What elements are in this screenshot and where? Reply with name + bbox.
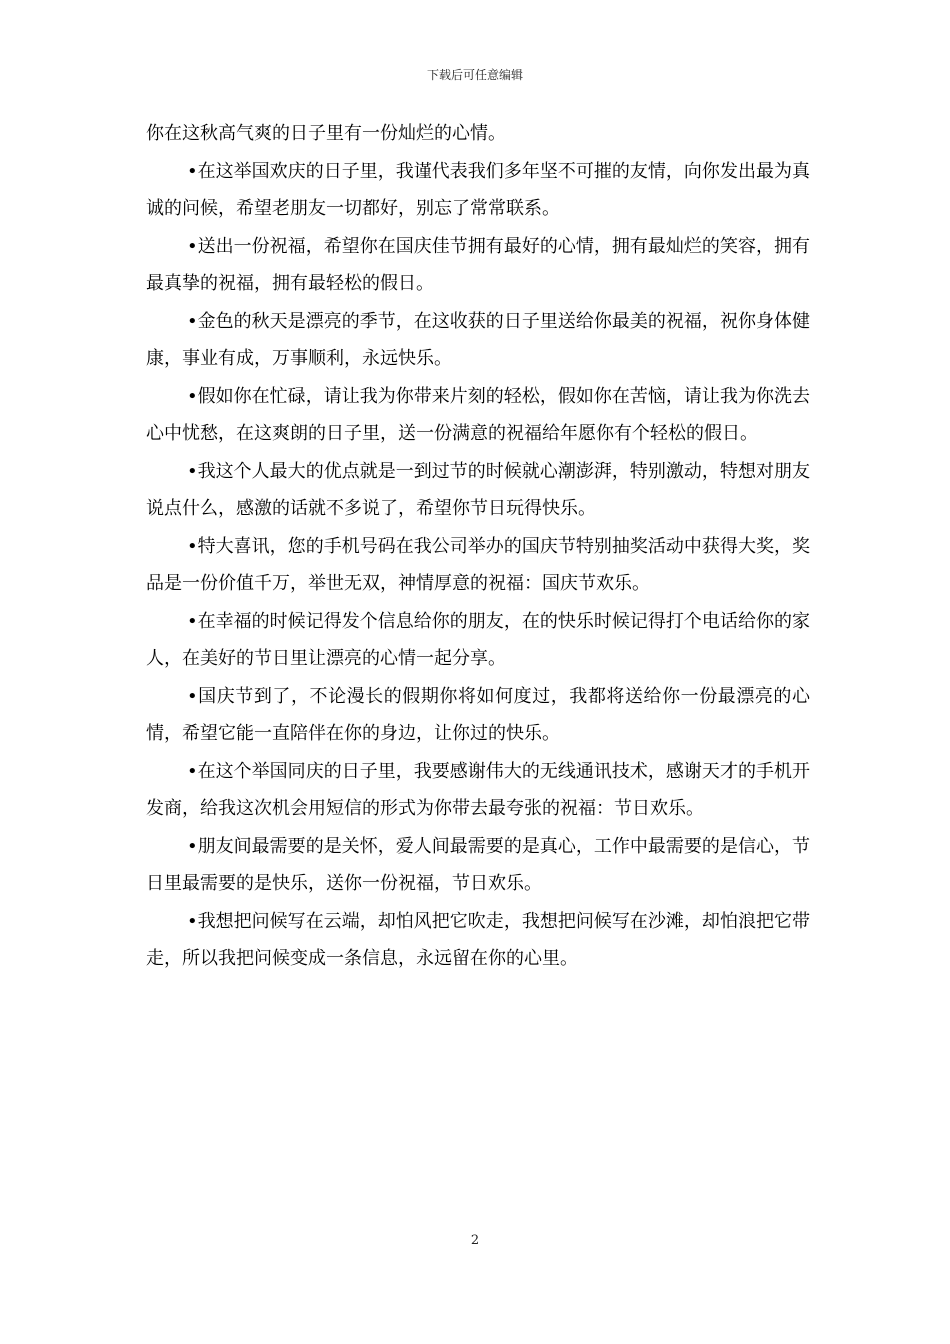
paragraph: •金色的秋天是漂亮的季节，在这收获的日子里送给你最美的祝福，祝你身体健康，事业有成，万事顺利，永远快乐。 bbox=[146, 310, 810, 369]
paragraph: •我想把问候写在云端，却怕风把它吹走，我想把问候写在沙滩，却怕浪把它带走，所以我把问候变成一条信息，永远留在你的心里。 bbox=[146, 910, 810, 969]
paragraph: •国庆节到了，不论漫长的假期你将如何度过，我都将送给你一份最漂亮的心情，希望它能一直陪伴在你的身边，让你过的快乐。 bbox=[146, 685, 810, 744]
paragraph: •假如你在忙碌，请让我为你带来片刻的轻松，假如你在苦恼，请让我为你洗去心中忧愁，在这爽朗的日子里，送一份满意的祝福给年愿你有个轻松的假日。 bbox=[146, 385, 810, 444]
paragraph: 你在这秋高气爽的日子里有一份灿烂的心情。 bbox=[146, 123, 506, 144]
body-text bbox=[146, 115, 810, 978]
paragraph: •在幸福的时候记得发个信息给你的朋友，在的快乐时候记得打个电话给你的家人，在美好的节日里让漂亮的心情一起分享。 bbox=[146, 610, 810, 669]
header-note: 下载后可任意编辑 bbox=[426, 68, 523, 82]
paragraph: •在这个举国同庆的日子里，我要感谢伟大的无线通讯技术，感谢天才的手机开发商，给我这次机会用短信的形式为你带去最夸张的祝福：节日欢乐。 bbox=[146, 760, 810, 819]
paragraph: •特大喜讯，您的手机号码在我公司举办的国庆节特别抽奖活动中获得大奖，奖品是一份价值千万，举世无双，神情厚意的祝福：国庆节欢乐。 bbox=[146, 535, 810, 594]
paragraph: •在这举国欢庆的日子里，我谨代表我们多年坚不可摧的友情，向你发出最为真诚的问候，希望老朋友一切都好，别忘了常常联系。 bbox=[146, 160, 810, 219]
paragraph: •朋友间最需要的是关怀，爱人间最需要的是真心，工作中最需要的是信心，节日里最需要的是快乐，送你一份祝福，节日欢乐。 bbox=[146, 835, 810, 894]
page-number: 2 bbox=[470, 1233, 480, 1248]
paragraph: •我这个人最大的优点就是一到过节的时候就心潮澎湃，特别激动，特想对朋友说点什么，感激的话就不多说了，希望你节日玩得快乐。 bbox=[146, 460, 810, 519]
paragraph: •送出一份祝福，希望你在国庆佳节拥有最好的心情，拥有最灿烂的笑容，拥有最真挚的祝福，拥有最轻松的假日。 bbox=[146, 235, 810, 294]
